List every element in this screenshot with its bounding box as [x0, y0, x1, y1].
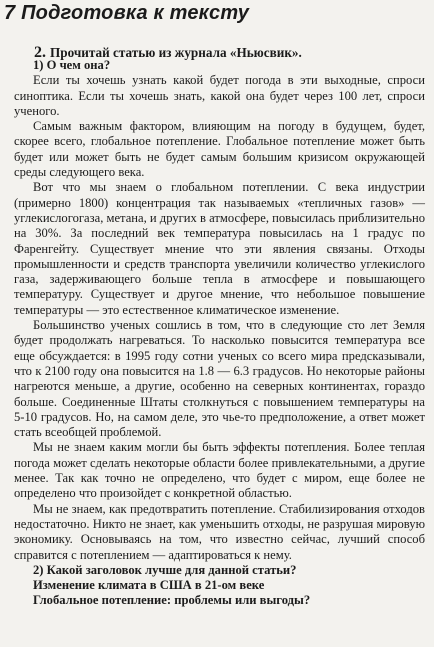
- question-2: 2) Какой заголовок лучше для данной статьи?: [33, 562, 297, 577]
- article-paragraph: Вот что мы знаем о глобальном потеплении. С века индустрии (примерно 1800) концентрация так называемых «тепличных газов» — углекислогогаза, метана, и других в атмосфере, повысилась приблизительно на 30%. За последний век температура повысилась на 1 градус по Фаренгейту. Существует мнение что эти явления связаны. Отходы промышленности и средств транспорта увеличили количество углекислого газа, задерживающего больше тепла в атмосфере и повышающего температуру. Существует и другое мнение, что небольшое повышение температуры — это естественное климатическое изменение.: [14, 180, 426, 317]
- question-1: 1) О чем она?: [33, 58, 111, 72]
- task-instruction: Прочитай статью из журнала «Ньюсвик».: [50, 45, 302, 60]
- question-2-block: [14, 563, 425, 609]
- task-number: 2.: [34, 44, 46, 61]
- article-paragraph: Мы не знаем каким могли бы быть эффекты потепления. Более теплая погода может сделать некоторые области более привлекательными, а другие менее. Так как точно не определено, что будет с миром, еще более не определено что произойдет с конкретной областью.: [14, 440, 425, 501]
- article-paragraph: Мы не знаем, как предотвратить потепление. Стабилизирования отходов недостаточно. Никто не знает, как уменьшить отходы, не разрушая мировую экономику. Основываясь на том, что известно сейчас, лучший способ справится с потеплением — адаптироваться к нему.: [14, 501, 425, 562]
- article-paragraph: Большинство ученых сошлись в том, что в следующие сто лет Земля будет продолжать нагреваться. То насколько повысится температура все еще обсуждается: в 1995 году сотни ученых со всего мира предсказывали, что к 2100 году она повысится на 1.8 — 6.3 градусов. Но некоторые районы нагреются меньше, а другие, особенно на северных континентах, гораздо больше. Соединенные Штаты столкнуться с повышением температуры на 5-10 градусов. Но, на самом деле, это чье-то предположение, а ответ может стать всеобщей проблемой.: [14, 318, 425, 440]
- article-paragraph: Самым важным фактором, влияющим на погоду в будущем, будет, скорее всего, глобальное потепление. Глобальное потепление может быть будет или может быть не будет самым большим кризисом окружающей среды следующего века.: [14, 119, 425, 180]
- article-body: [14, 58, 425, 609]
- title-option-2: Глобальное потепление: проблемы или выгоды?: [33, 593, 311, 608]
- section-number: 7: [4, 2, 16, 24]
- section-title-text: Подготовка к тексту: [21, 2, 250, 24]
- title-option-1: Изменение климата в США в 21-ом веке: [33, 578, 265, 593]
- article-paragraph: Если ты хочешь узнать какой будет погода в эти выходные, спроси синоптика. Если ты хочешь знать, какой она будет через 100 лет, спроси ученого.: [14, 73, 425, 118]
- section-title: [4, 2, 249, 25]
